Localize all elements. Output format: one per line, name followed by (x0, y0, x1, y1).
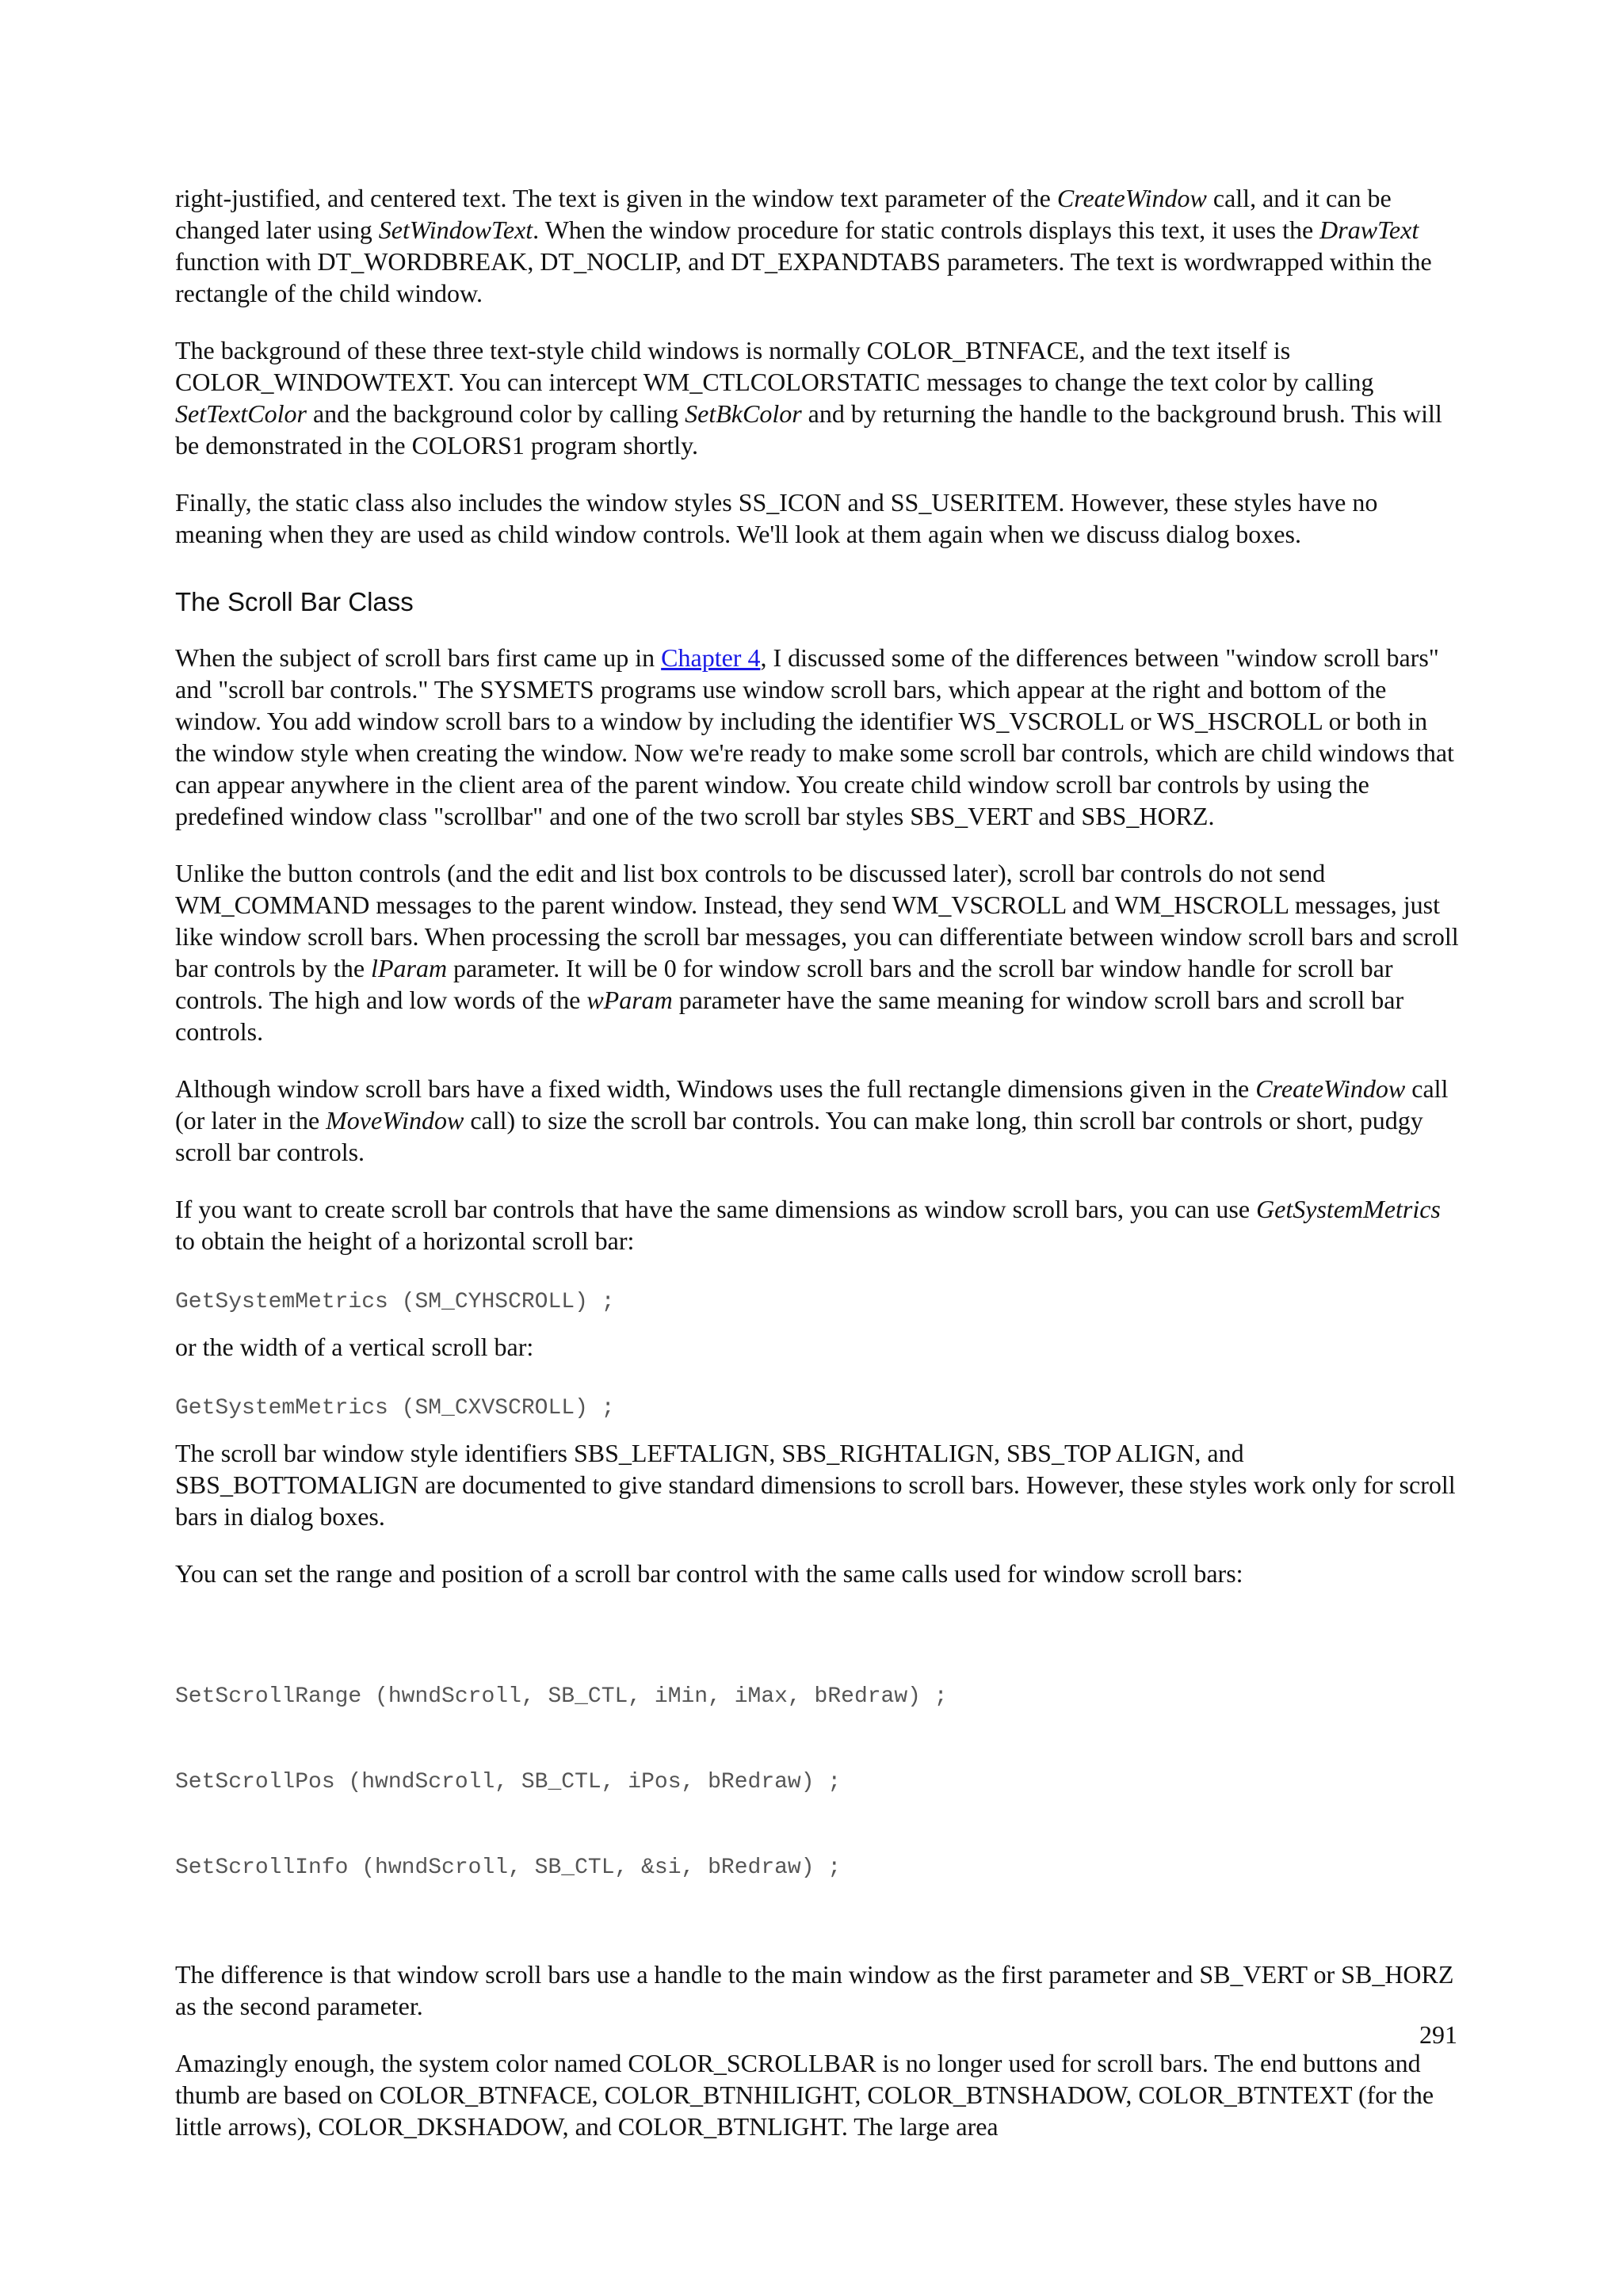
paragraph-difference (175, 1958, 1459, 2022)
text-run: call, and it can be changed later using (175, 184, 1392, 244)
italic-function-name: CreateWindow (1056, 184, 1207, 212)
paragraph-range-position (175, 1558, 1459, 1589)
paragraph-scroll-bar-intro (175, 642, 1459, 832)
text-run: . When the window procedure for static controls displays this text, it uses the (533, 215, 1320, 244)
document-page (175, 182, 1459, 2168)
paragraph-static-text (175, 182, 1459, 309)
text-run: The difference is that window scroll bars use a handle to the main window as the first parameter and SB_VERT or SB_HORZ as the second parameter. (175, 1960, 1454, 2020)
paragraph-background-color (175, 334, 1459, 461)
italic-function-name: CreateWindow (1255, 1074, 1406, 1103)
italic-parameter-name: wParam (586, 986, 673, 1014)
text-run: parameter have the same meaning for window scroll bars and scroll bar controls. (175, 986, 1404, 1046)
text-run: to obtain the height of a horizontal scroll bar: (175, 1226, 635, 1255)
italic-function-name: SetBkColor (685, 399, 802, 428)
text-run: Amazingly enough, the system color named COLOR_SCROLLBAR is no longer used for scroll bars. The end buttons and thumb are based on COLOR_BTNFACE, COLOR_BTNHILIGHT, COLOR_BTNSHADOW, COLOR_BTNTEXT (for the little arrows), COLOR_DKSHADOW, and COLOR_BTNLIGHT. The large area (175, 2049, 1434, 2141)
text-run: The background of these three text-style child windows is normally COLOR_BTNFACE, and the text itself is COLOR_WINDOWTEXT. You can intercept WM_CTLCOLORSTATIC messages to change the text color by calling (175, 336, 1374, 396)
code-line: SetScrollRange (hwndScroll, SB_CTL, iMin, iMax, bRedraw) ; (175, 1684, 948, 1709)
italic-function-name: SetTextColor (175, 399, 307, 428)
text-run: call (or later in the (175, 1074, 1449, 1135)
text-run: and by returning the handle to the background brush. This will be demonstrated in the COLORS1 program shortly. (175, 399, 1442, 460)
text-run: When the subject of scroll bars first came up in (175, 643, 662, 672)
paragraph-vertical-width (175, 1331, 1459, 1363)
text-run: Unlike the button controls (and the edit and list box controls to be discussed later), scroll bar controls do not send WM_COMMAND messages to the parent window. Instead, they send WM_VSCROLL and WM_HSCROLL messages, just like window scroll bars. When processing the scroll bar messages, you can differentiate between window scroll bars and scroll bar controls by the (175, 859, 1459, 982)
paragraph-system-colors (175, 2047, 1459, 2142)
italic-function-name: DrawText (1319, 215, 1419, 244)
text-run: , I discussed some of the differences between "window scroll bars" and "scroll bar controls." The SYSMETS programs use window scroll bars, which appear at the right and bottom of the window. You add window scroll bars to a window by including the identifier WS_VSCROLL or WS_HSCROLL or both in the window style when creating the window. Now we're ready to make some scroll bar controls, which are child windows that can appear anywhere in the client area of the parent window. You create child window scroll bar controls by using the predefined window class "scrollbar" and one of the two scroll bar styles SBS_VERT and SBS_HORZ. (175, 643, 1454, 830)
text-run: parameter. It will be 0 for window scroll bars and the scroll bar window handle for scroll bar controls. The high and low words of the (175, 954, 1393, 1014)
code-block (175, 1626, 1459, 1939)
code-snippet: GetSystemMetrics (SM_CYHSCROLL) ; (175, 1290, 615, 1314)
text-run: function with DT_WORDBREAK, DT_NOCLIP, and DT_EXPANDTABS parameters. The text is wordwrapped within the rectangle of the child window. (175, 247, 1432, 307)
paragraph-align-styles (175, 1437, 1459, 1532)
paragraph-system-metrics (175, 1193, 1459, 1257)
text-run: Finally, the static class also includes the window styles SS_ICON and SS_USERITEM. However, these styles have no meaning when they are used as child window controls. We'll look at them again when we discuss dialog boxes. (175, 488, 1378, 548)
code-line: SetScrollPos (hwndScroll, SB_CTL, iPos, bRedraw) ; (175, 1770, 842, 1794)
text-run: right-justified, and centered text. The text is given in the window text parameter of the (175, 184, 1057, 212)
section-heading: The Scroll Bar Class (175, 587, 414, 616)
paragraph-static-styles (175, 486, 1459, 550)
text-run: call) to size the scroll bar controls. You can make long, thin scroll bar controls or short, pudgy scroll bar controls. (175, 1106, 1423, 1166)
code-line: SetScrollInfo (hwndScroll, SB_CTL, &si, bRedraw) ; (175, 1855, 842, 1880)
paragraph-scroll-dimensions (175, 1073, 1459, 1168)
text-run: The scroll bar window style identifiers SBS_LEFTALIGN, SBS_RIGHTALIGN, SBS_TOP ALIGN, and SBS_BOTTOMALIGN are documented to give standard dimensions to scroll bars. However, these styles work only for scroll bars in dialog boxes. (175, 1439, 1456, 1531)
italic-function-name: SetWindowText (378, 215, 533, 244)
text-run: Although window scroll bars have a fixed width, Windows uses the full rectangle dimensions given in the (175, 1074, 1256, 1103)
chapter-link[interactable]: Chapter 4 (661, 643, 761, 672)
code-snippet: GetSystemMetrics (SM_CXVSCROLL) ; (175, 1396, 615, 1421)
page-number: 291 (1419, 2020, 1457, 2049)
italic-function-name: MoveWindow (326, 1106, 464, 1135)
italic-parameter-name: lParam (371, 954, 448, 982)
text-run: You can set the range and position of a scroll bar control with the same calls used for window scroll bars: (175, 1559, 1243, 1588)
text-run: and the background color by calling (306, 399, 685, 428)
text-run: If you want to create scroll bar controls that have the same dimensions as window scroll bars, you can use (175, 1195, 1257, 1223)
paragraph-scroll-messages (175, 857, 1459, 1047)
text-run: or the width of a vertical scroll bar: (175, 1333, 534, 1361)
italic-function-name: GetSystemMetrics (1256, 1195, 1441, 1223)
